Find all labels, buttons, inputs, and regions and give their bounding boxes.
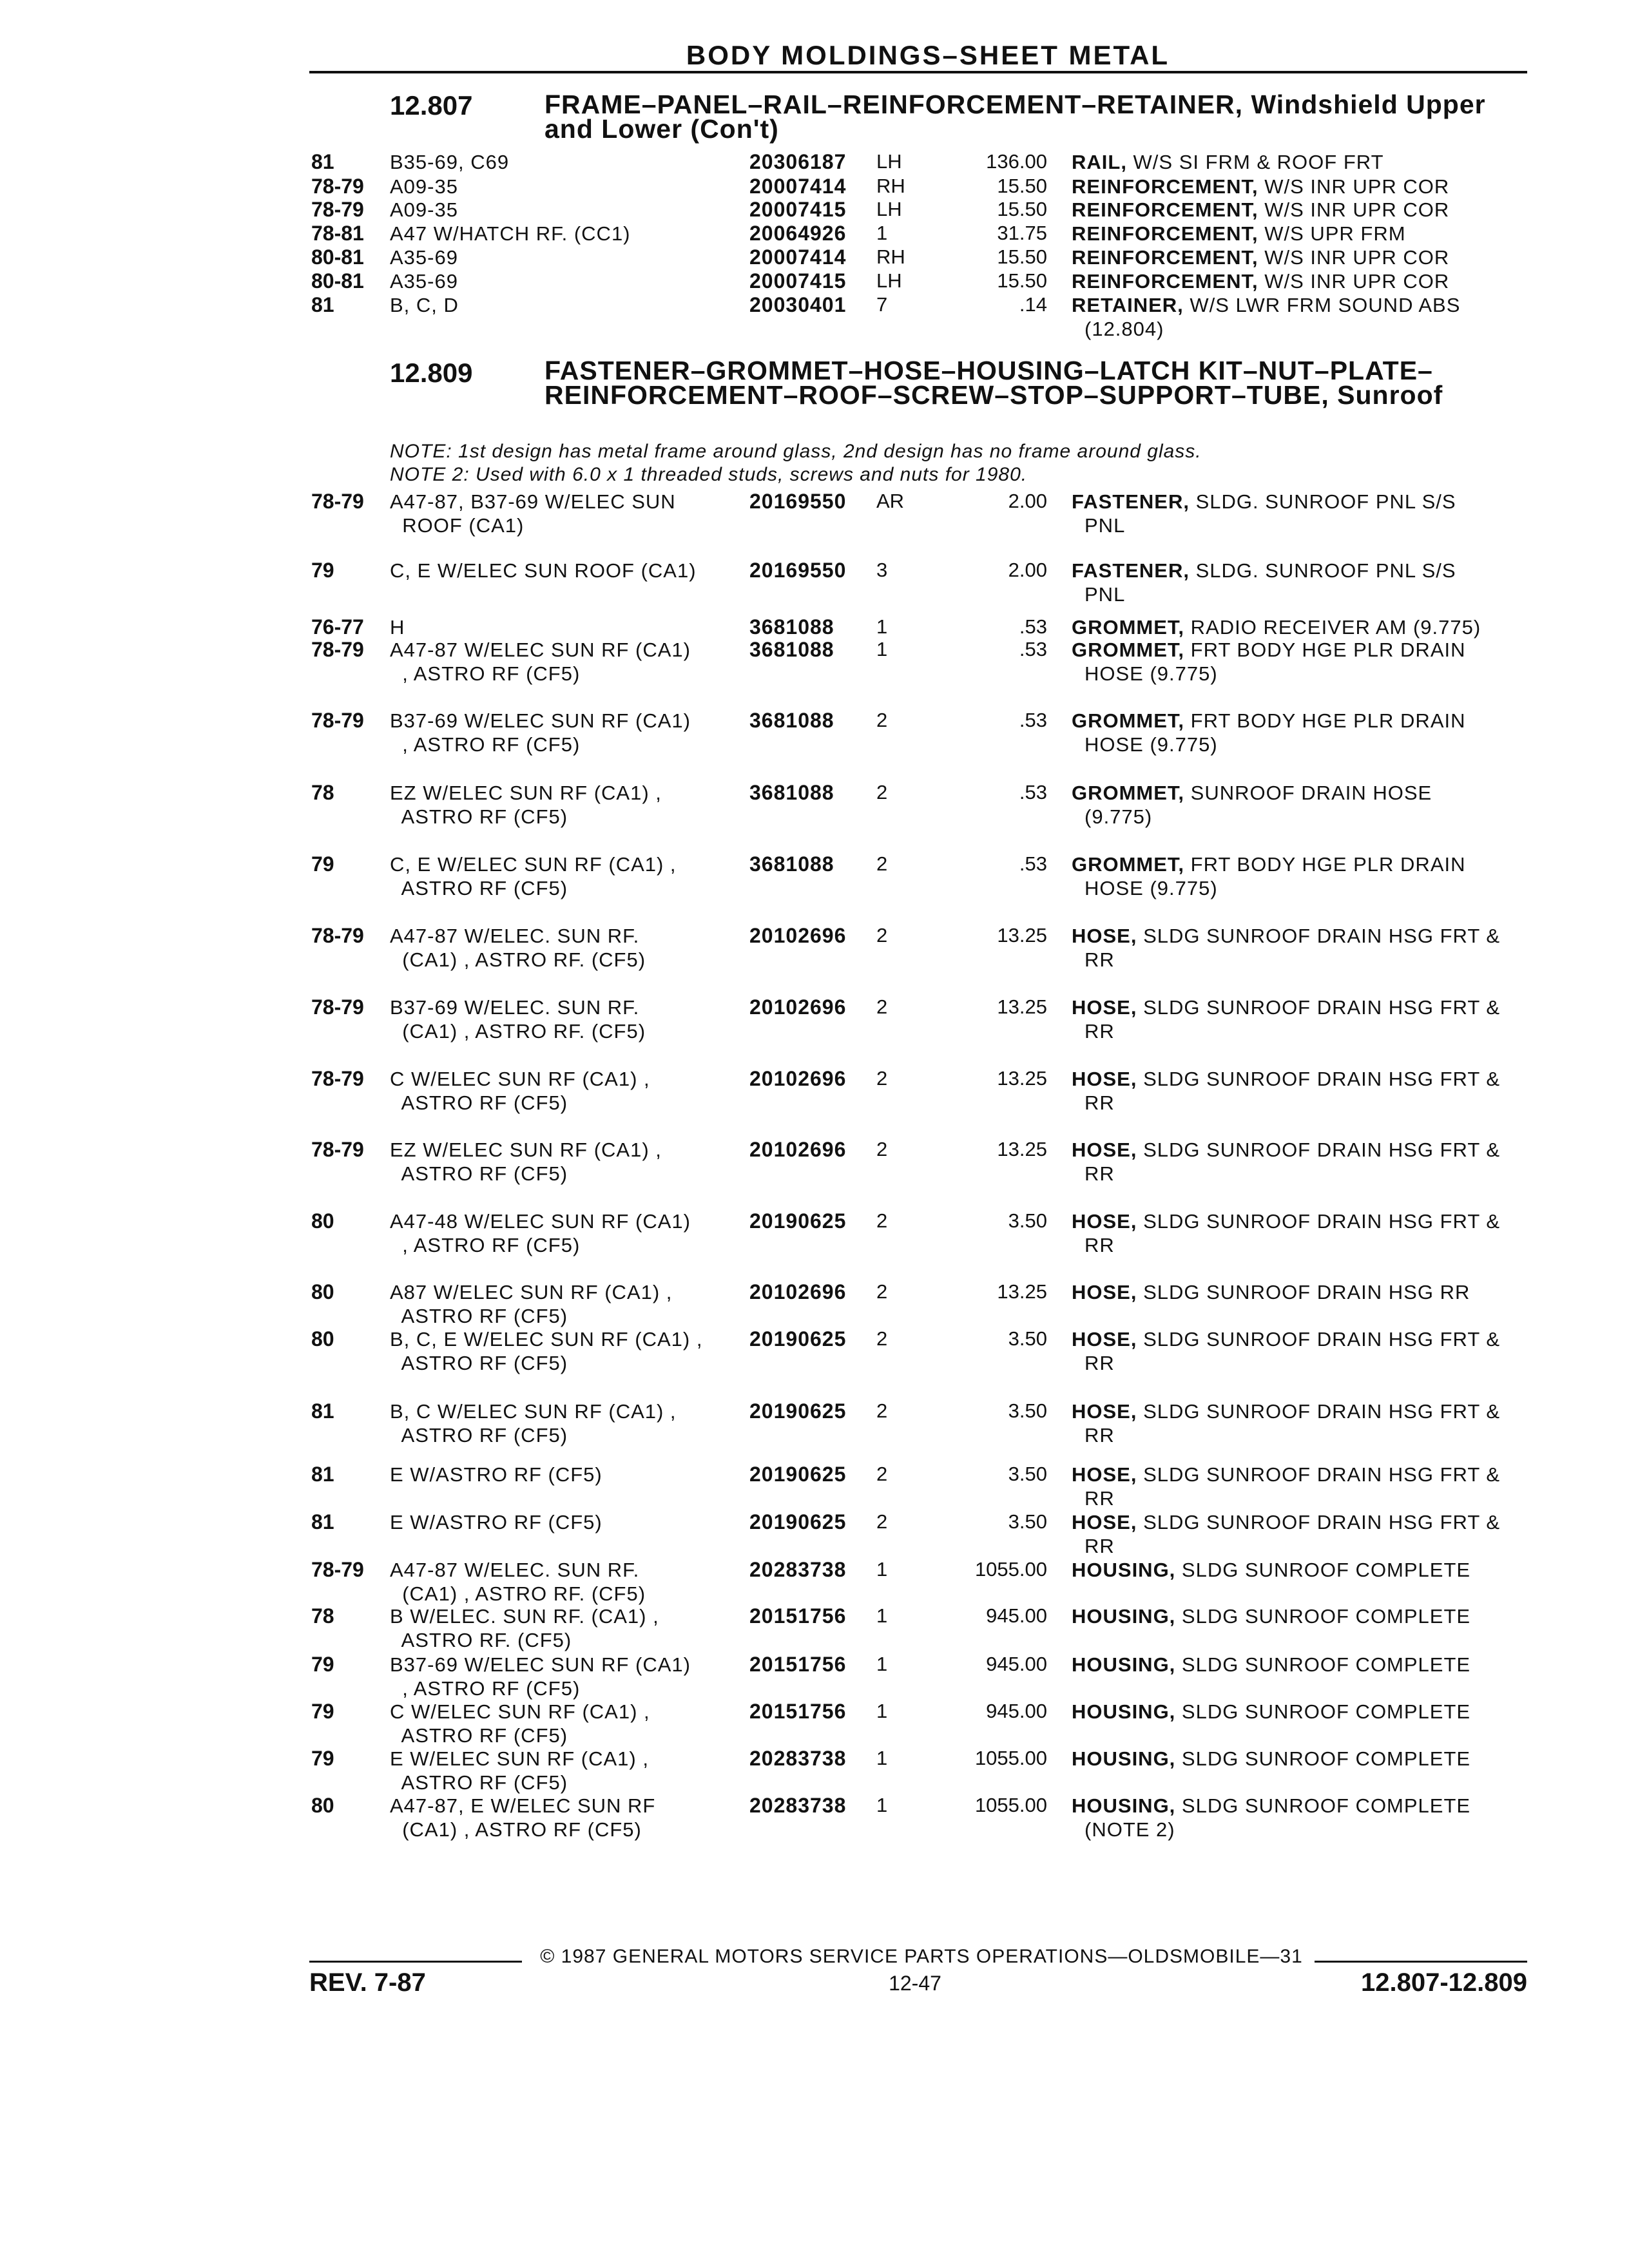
price-cell: 1055.00: [974, 1558, 1047, 1581]
description-text: RADIO RECEIVER AM (9.775): [1184, 616, 1481, 639]
year-cell: 76-77: [311, 615, 364, 639]
part-number-cell: 20102696: [749, 1280, 847, 1303]
description-continuation: HOSE (9.775): [1084, 733, 1218, 756]
model-cell: E W/ELEC SUN RF (CA1) , ASTRO RF (CF5): [390, 1747, 649, 1794]
year-cell: 79: [311, 559, 334, 582]
price-cell: .53: [1019, 615, 1047, 638]
quantity-cell: 2: [876, 1067, 888, 1090]
description-keyword: RAIL,: [1072, 151, 1127, 173]
description-keyword: HOSE,: [1072, 996, 1137, 1019]
description-keyword: REINFORCEMENT,: [1072, 222, 1258, 245]
price-cell: 13.25: [997, 1280, 1047, 1303]
description-continuation: RR: [1084, 1352, 1115, 1374]
description-text: SLDG SUNROOF COMPLETE: [1175, 1794, 1471, 1817]
year-cell: 80: [311, 1280, 334, 1303]
part-number-cell: 20007415: [749, 198, 847, 221]
model-cell: A47-87 W/ELEC. SUN RF. (CA1) , ASTRO RF. (CF5): [390, 925, 646, 971]
description-keyword: GROMMET,: [1072, 639, 1185, 661]
quantity-cell: 1: [876, 1747, 888, 1769]
price-cell: .53: [1019, 638, 1047, 660]
quantity-cell: 7: [876, 293, 888, 316]
quantity-cell: 3: [876, 559, 888, 581]
price-cell: 13.25: [997, 1067, 1047, 1090]
quantity-cell: 2: [876, 1463, 888, 1485]
description-cell: [1072, 709, 1536, 756]
model-cell: A47 W/HATCH RF. (CC1): [390, 222, 631, 245]
footer-revision: REV. 7-87: [309, 1968, 426, 1997]
description-cell: [1072, 995, 1536, 1043]
description-text: FRT BODY HGE PLR DRAIN: [1184, 853, 1466, 876]
description-keyword: HOUSING,: [1072, 1747, 1176, 1770]
price-cell: 3.50: [1008, 1510, 1047, 1533]
year-cell: 78-79: [311, 638, 364, 661]
quantity-cell: RH: [876, 245, 905, 268]
description-cell: [1072, 269, 1536, 293]
description-keyword: GROMMET,: [1072, 853, 1185, 876]
page-header-title: BODY MOLDINGS–SHEET METAL: [686, 40, 1170, 70]
part-number-cell: 20102696: [749, 924, 847, 947]
description-continuation: (9.775): [1084, 805, 1153, 828]
description-text: W/S INR UPR COR: [1258, 270, 1450, 293]
price-cell: 13.25: [997, 1138, 1047, 1160]
description-keyword: RETAINER,: [1072, 294, 1184, 316]
price-cell: 2.00: [1008, 559, 1047, 581]
description-text: SLDG SUNROOF DRAIN HSG FRT &: [1137, 1328, 1501, 1350]
description-cell: [1072, 175, 1536, 198]
description-keyword: HOSE,: [1072, 1328, 1137, 1350]
year-cell: 80-81: [311, 269, 364, 293]
description-cell: [1072, 1604, 1536, 1628]
quantity-cell: LH: [876, 150, 902, 173]
description-continuation: HOSE (9.775): [1084, 662, 1218, 685]
model-cell: B, C W/ELEC SUN RF (CA1) , ASTRO RF (CF5): [390, 1400, 677, 1446]
price-cell: 2.00: [1008, 490, 1047, 512]
year-cell: 78-79: [311, 1138, 364, 1161]
model-cell: B37-69 W/ELEC SUN RF (CA1) , ASTRO RF (CF5): [390, 709, 691, 756]
description-text: W/S SI FRM & ROOF FRT: [1126, 151, 1384, 173]
description-keyword: HOSE,: [1072, 1400, 1137, 1423]
description-continuation: RR: [1084, 1162, 1115, 1185]
section-number: 12.809: [390, 358, 473, 388]
part-number-cell: 20169550: [749, 559, 847, 582]
quantity-cell: 2: [876, 1510, 888, 1533]
year-cell: 78-79: [311, 490, 364, 513]
description-continuation: RR: [1084, 1091, 1115, 1114]
description-continuation: RR: [1084, 948, 1115, 971]
quantity-cell: 1: [876, 1700, 888, 1722]
model-cell: B, C, E W/ELEC SUN RF (CA1) , ASTRO RF (CF5): [390, 1328, 703, 1374]
description-text: SLDG. SUNROOF PNL S/S: [1189, 559, 1456, 582]
description-cell: [1072, 150, 1536, 174]
description-continuation: HOSE (9.775): [1084, 877, 1218, 899]
section-title: FRAME–PANEL–RAIL–REINFORCEMENT–RETAINER, Windshield Upper and Lower (Con't): [545, 90, 1486, 144]
description-cell: [1072, 638, 1536, 686]
part-number-cell: 20007415: [749, 269, 847, 293]
description-continuation: PNL: [1084, 583, 1126, 606]
description-text: SLDG SUNROOF DRAIN HSG FRT &: [1137, 1400, 1501, 1423]
part-number-cell: 20169550: [749, 490, 847, 513]
description-keyword: HOSE,: [1072, 1511, 1137, 1533]
description-text: SLDG SUNROOF DRAIN HSG FRT &: [1137, 1511, 1501, 1533]
quantity-cell: 1: [876, 615, 888, 638]
description-keyword: HOSE,: [1072, 1068, 1137, 1090]
part-number-cell: 20007414: [749, 245, 847, 269]
description-text: W/S LWR FRM SOUND ABS: [1183, 294, 1461, 316]
year-cell: 81: [311, 1510, 334, 1533]
description-keyword: REINFORCEMENT,: [1072, 175, 1258, 198]
description-text: SLDG. SUNROOF PNL S/S: [1189, 490, 1456, 513]
description-text: SUNROOF DRAIN HOSE: [1184, 782, 1432, 804]
description-text: W/S UPR FRM: [1258, 222, 1406, 245]
price-cell: 15.50: [997, 198, 1047, 220]
quantity-cell: 2: [876, 781, 888, 803]
description-cell: [1072, 924, 1536, 972]
price-cell: .53: [1019, 852, 1047, 875]
year-cell: 81: [311, 1399, 334, 1423]
quantity-cell: 2: [876, 1280, 888, 1303]
description-cell: [1072, 1067, 1536, 1115]
part-number-cell: 20007414: [749, 175, 847, 198]
quantity-cell: LH: [876, 198, 902, 220]
quantity-cell: 1: [876, 1794, 888, 1816]
year-cell: 78-79: [311, 1067, 364, 1090]
year-cell: 78-79: [311, 924, 364, 947]
description-cell: [1072, 1653, 1536, 1677]
year-cell: 79: [311, 1653, 334, 1676]
price-cell: 31.75: [997, 222, 1047, 244]
quantity-cell: 2: [876, 1399, 888, 1422]
price-cell: 945.00: [986, 1700, 1047, 1722]
year-cell: 80: [311, 1209, 334, 1233]
part-number-cell: 20190625: [749, 1327, 847, 1350]
footer-rule-left: [309, 1961, 522, 1963]
description-keyword: FASTENER,: [1072, 490, 1190, 513]
model-cell: EZ W/ELEC SUN RF (CA1) , ASTRO RF (CF5): [390, 1139, 662, 1185]
description-text: SLDG SUNROOF DRAIN HSG RR: [1137, 1281, 1470, 1303]
description-cell: [1072, 1747, 1536, 1771]
description-keyword: REINFORCEMENT,: [1072, 246, 1258, 269]
model-cell: B37-69 W/ELEC SUN RF (CA1) , ASTRO RF (CF5): [390, 1653, 691, 1700]
price-cell: 1055.00: [974, 1794, 1047, 1816]
model-cell: E W/ASTRO RF (CF5): [390, 1463, 602, 1486]
quantity-cell: LH: [876, 269, 902, 292]
model-cell: B W/ELEC. SUN RF. (CA1) , ASTRO RF. (CF5): [390, 1605, 659, 1651]
description-text: SLDG SUNROOF COMPLETE: [1175, 1605, 1471, 1628]
part-number-cell: 20190625: [749, 1399, 847, 1423]
quantity-cell: 1: [876, 1604, 888, 1627]
model-cell: A35-69: [390, 246, 458, 269]
description-text: SLDG SUNROOF COMPLETE: [1175, 1559, 1471, 1581]
description-text: W/S INR UPR COR: [1258, 198, 1450, 221]
year-cell: 78-79: [311, 709, 364, 732]
part-number-cell: 20190625: [749, 1463, 847, 1486]
price-cell: 15.50: [997, 269, 1047, 292]
description-cell: [1072, 490, 1536, 537]
model-cell: A47-87, B37-69 W/ELEC SUN ROOF (CA1): [390, 490, 676, 537]
part-number-cell: 20151756: [749, 1653, 847, 1676]
model-cell: A35-69: [390, 270, 458, 293]
description-cell: [1072, 222, 1536, 245]
year-cell: 80-81: [311, 245, 364, 269]
model-cell: A09-35: [390, 198, 458, 221]
description-cell: [1072, 615, 1536, 639]
price-cell: 1055.00: [974, 1747, 1047, 1769]
description-keyword: HOUSING,: [1072, 1559, 1176, 1581]
price-cell: .53: [1019, 709, 1047, 731]
year-cell: 78: [311, 781, 334, 804]
description-continuation: RR: [1084, 1535, 1115, 1557]
header-rule: [309, 71, 1527, 73]
description-continuation: (NOTE 2): [1084, 1818, 1175, 1841]
price-cell: 15.50: [997, 175, 1047, 197]
model-cell: B35-69, C69: [390, 151, 510, 173]
year-cell: 80: [311, 1327, 334, 1350]
model-cell: C W/ELEC SUN RF (CA1) , ASTRO RF (CF5): [390, 1068, 650, 1114]
description-cell: [1072, 1463, 1536, 1510]
description-keyword: REINFORCEMENT,: [1072, 270, 1258, 293]
description-keyword: GROMMET,: [1072, 709, 1185, 732]
part-number-cell: 20190625: [749, 1209, 847, 1233]
description-text: SLDG SUNROOF COMPLETE: [1175, 1653, 1471, 1676]
description-text: SLDG SUNROOF DRAIN HSG FRT &: [1137, 925, 1501, 947]
description-text: SLDG SUNROOF DRAIN HSG FRT &: [1137, 1210, 1501, 1233]
part-number-cell: 20151756: [749, 1604, 847, 1628]
price-cell: 15.50: [997, 245, 1047, 268]
description-cell: [1072, 1280, 1536, 1304]
note-1: NOTE: 1st design has metal frame around glass, 2nd design has no frame around glass.: [390, 441, 1202, 462]
quantity-cell: 1: [876, 1653, 888, 1675]
description-text: FRT BODY HGE PLR DRAIN: [1184, 639, 1466, 661]
description-cell: [1072, 1700, 1536, 1724]
section-number: 12.807: [390, 90, 473, 120]
model-cell: A09-35: [390, 175, 458, 198]
year-cell: 79: [311, 1747, 334, 1770]
description-text: W/S INR UPR COR: [1258, 175, 1450, 198]
part-number-cell: 20102696: [749, 1067, 847, 1090]
quantity-cell: 2: [876, 1209, 888, 1232]
part-number-cell: 20306187: [749, 150, 847, 173]
part-number-cell: 20102696: [749, 1138, 847, 1161]
description-keyword: GROMMET,: [1072, 782, 1185, 804]
part-number-cell: 20102696: [749, 995, 847, 1019]
price-cell: 136.00: [986, 150, 1047, 173]
model-cell: A47-87 W/ELEC. SUN RF. (CA1) , ASTRO RF. (CF5): [390, 1559, 646, 1605]
part-number-cell: 20151756: [749, 1700, 847, 1723]
description-keyword: FASTENER,: [1072, 559, 1190, 582]
price-cell: 3.50: [1008, 1209, 1047, 1232]
part-number-cell: 3681088: [749, 709, 834, 732]
description-cell: [1072, 852, 1536, 900]
description-text: SLDG SUNROOF DRAIN HSG FRT &: [1137, 1139, 1501, 1161]
description-continuation: RR: [1084, 1487, 1115, 1510]
price-cell: 3.50: [1008, 1463, 1047, 1485]
quantity-cell: 1: [876, 638, 888, 660]
price-cell: 945.00: [986, 1604, 1047, 1627]
quantity-cell: 2: [876, 709, 888, 731]
part-number-cell: 3681088: [749, 781, 834, 804]
quantity-cell: 2: [876, 1138, 888, 1160]
model-cell: B, C, D: [390, 294, 459, 316]
description-text: SLDG SUNROOF DRAIN HSG FRT &: [1137, 1068, 1501, 1090]
price-cell: 13.25: [997, 995, 1047, 1018]
description-cell: [1072, 559, 1536, 606]
description-keyword: HOUSING,: [1072, 1700, 1176, 1723]
part-number-cell: 20190625: [749, 1510, 847, 1533]
description-keyword: GROMMET,: [1072, 616, 1185, 639]
year-cell: 79: [311, 852, 334, 876]
price-cell: .53: [1019, 781, 1047, 803]
year-cell: 80: [311, 1794, 334, 1817]
description-continuation: RR: [1084, 1020, 1115, 1043]
model-cell: A87 W/ELEC SUN RF (CA1) , ASTRO RF (CF5): [390, 1281, 673, 1327]
price-cell: .14: [1019, 293, 1047, 316]
description-cell: [1072, 198, 1536, 222]
footer-rule-right: [1315, 1961, 1527, 1963]
description-keyword: HOUSING,: [1072, 1653, 1176, 1676]
quantity-cell: 2: [876, 924, 888, 947]
model-cell: C, E W/ELEC SUN RF (CA1) , ASTRO RF (CF5): [390, 853, 677, 899]
quantity-cell: AR: [876, 490, 905, 512]
description-cell: [1072, 781, 1536, 829]
part-number-cell: 3681088: [749, 638, 834, 661]
model-cell: C, E W/ELEC SUN ROOF (CA1): [390, 559, 697, 582]
price-cell: 3.50: [1008, 1399, 1047, 1422]
description-continuation: PNL: [1084, 514, 1126, 537]
year-cell: 78-81: [311, 222, 364, 245]
section-title: FASTENER–GROMMET–HOSE–HOUSING–LATCH KIT–NUT–PLATE–REINFORCEMENT–ROOF–SCREW–STOP–SUPPORT–TUBE, Sunroof: [545, 356, 1443, 410]
year-cell: 78-79: [311, 198, 364, 221]
description-continuation: RR: [1084, 1234, 1115, 1256]
note-2: NOTE 2: Used with 6.0 x 1 threaded studs, screws and nuts for 1980.: [390, 464, 1028, 485]
quantity-cell: RH: [876, 175, 905, 197]
part-number-cell: 20283738: [749, 1558, 847, 1581]
quantity-cell: 2: [876, 1327, 888, 1350]
description-cell: [1072, 1558, 1536, 1582]
description-keyword: HOSE,: [1072, 1281, 1137, 1303]
model-cell: A47-87, E W/ELEC SUN RF (CA1) , ASTRO RF (CF5): [390, 1794, 656, 1841]
year-cell: 81: [311, 293, 334, 316]
quantity-cell: 2: [876, 852, 888, 875]
description-continuation: (12.804): [1084, 318, 1164, 340]
description-text: SLDG SUNROOF DRAIN HSG FRT &: [1137, 1463, 1501, 1486]
part-number-cell: 20064926: [749, 222, 847, 245]
description-continuation: RR: [1084, 1424, 1115, 1446]
description-cell: [1072, 245, 1536, 269]
description-keyword: HOSE,: [1072, 1210, 1137, 1233]
model-cell: E W/ASTRO RF (CF5): [390, 1511, 602, 1533]
year-cell: 81: [311, 1463, 334, 1486]
description-keyword: HOSE,: [1072, 1139, 1137, 1161]
year-cell: 78-79: [311, 1558, 364, 1581]
model-cell: A47-48 W/ELEC SUN RF (CA1) , ASTRO RF (CF5): [390, 1210, 691, 1256]
description-keyword: HOUSING,: [1072, 1794, 1176, 1817]
description-cell: [1072, 1399, 1536, 1447]
price-cell: 13.25: [997, 924, 1047, 947]
part-number-cell: 3681088: [749, 852, 834, 876]
part-number-cell: 20283738: [749, 1747, 847, 1770]
description-cell: [1072, 1794, 1536, 1841]
year-cell: 78-79: [311, 995, 364, 1019]
quantity-cell: 2: [876, 995, 888, 1018]
description-cell: [1072, 1327, 1536, 1375]
footer-page-number: 12-47: [889, 1972, 941, 1995]
description-cell: [1072, 293, 1536, 341]
model-cell: C W/ELEC SUN RF (CA1) , ASTRO RF (CF5): [390, 1700, 650, 1747]
model-cell: H: [390, 616, 405, 639]
description-keyword: HOSE,: [1072, 925, 1137, 947]
footer-section-range: 12.807-12.809: [1360, 1968, 1527, 1997]
model-cell: A47-87 W/ELEC SUN RF (CA1) , ASTRO RF (CF5): [390, 639, 691, 685]
model-cell: B37-69 W/ELEC. SUN RF. (CA1) , ASTRO RF. (CF5): [390, 996, 646, 1043]
description-text: SLDG SUNROOF COMPLETE: [1175, 1700, 1471, 1723]
description-cell: [1072, 1510, 1536, 1558]
description-text: W/S INR UPR COR: [1258, 246, 1450, 269]
description-text: SLDG SUNROOF DRAIN HSG FRT &: [1137, 996, 1501, 1019]
year-cell: 78-79: [311, 175, 364, 198]
description-cell: [1072, 1209, 1536, 1257]
quantity-cell: 1: [876, 1558, 888, 1581]
description-keyword: HOUSING,: [1072, 1605, 1176, 1628]
description-cell: [1072, 1138, 1536, 1186]
year-cell: 79: [311, 1700, 334, 1723]
description-text: FRT BODY HGE PLR DRAIN: [1184, 709, 1466, 732]
year-cell: 78: [311, 1604, 334, 1628]
part-number-cell: 20030401: [749, 293, 847, 316]
part-number-cell: 20283738: [749, 1794, 847, 1817]
model-cell: EZ W/ELEC SUN RF (CA1) , ASTRO RF (CF5): [390, 782, 662, 828]
year-cell: 81: [311, 150, 334, 173]
description-keyword: REINFORCEMENT,: [1072, 198, 1258, 221]
price-cell: 3.50: [1008, 1327, 1047, 1350]
footer-copyright: © 1987 GENERAL MOTORS SERVICE PARTS OPERATIONS—OLDSMOBILE—31: [540, 1946, 1303, 1967]
part-number-cell: 3681088: [749, 615, 834, 639]
quantity-cell: 1: [876, 222, 888, 244]
description-text: SLDG SUNROOF COMPLETE: [1175, 1747, 1471, 1770]
description-keyword: HOSE,: [1072, 1463, 1137, 1486]
price-cell: 945.00: [986, 1653, 1047, 1675]
